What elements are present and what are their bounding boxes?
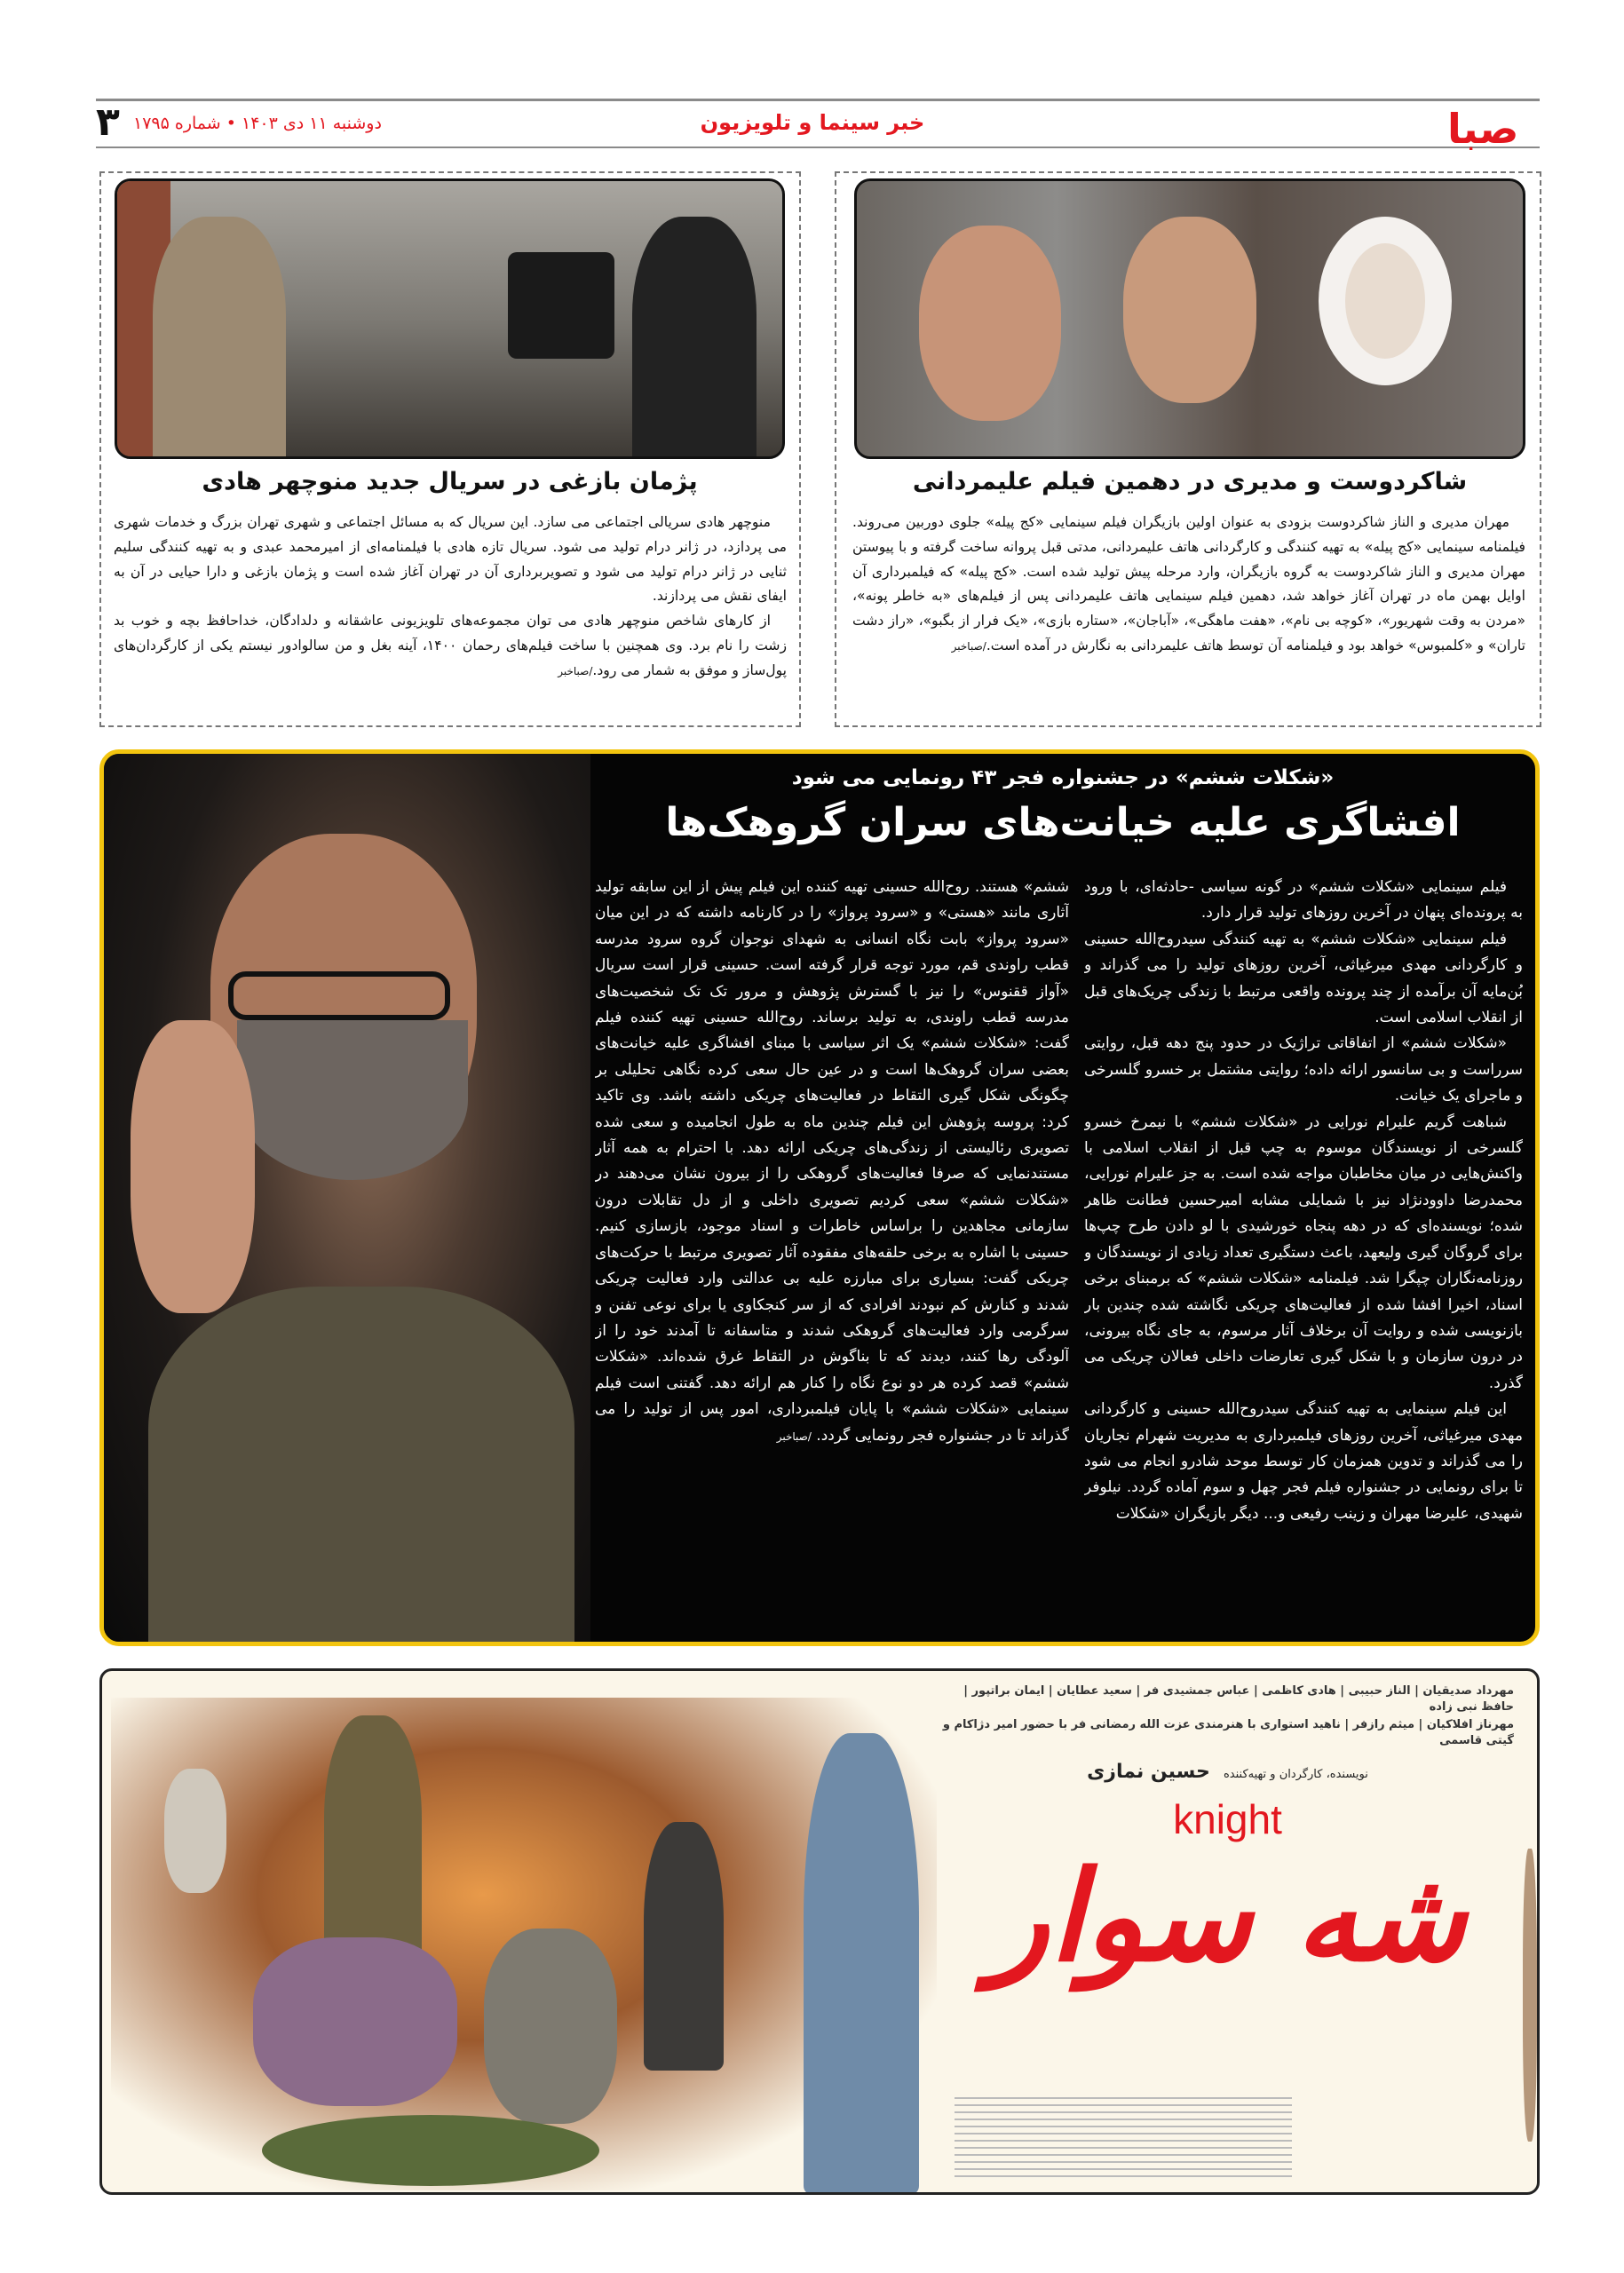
eyeglasses: [228, 971, 450, 1020]
feature-paragraph: فیلم سینمایی «شکلات ششم» در گونه سیاسی -حادثه‌ای، با ورود به پرونده‌ای پنهان در آخرین روزهای تولید قرار دارد.: [1084, 878, 1523, 923]
newspaper-logo: صبا: [1447, 105, 1519, 153]
poster-cast-line: مهرداد صدیقیان | الناز حبیبی | هادی کاظمی | عباس جمشیدی فر | سعید عطایان | ایمان براتپور | حافظ نبی زاده: [963, 1684, 1514, 1714]
character-group: [253, 1937, 457, 2106]
feature-article: [99, 749, 1540, 1646]
article-source: /صباخبر: [558, 664, 593, 677]
portrait-middle: [1123, 217, 1256, 403]
credit-name: حسین نمازی: [1087, 1761, 1210, 1783]
article-photo-actors: [854, 178, 1525, 459]
feature-column-left: [595, 875, 1069, 1636]
article-paragraph: منوچهر هادی سریالی اجتماعی می سازد. این سریال که به مسائل اجتماعی و شهری تهران بزرگ و خدمات شهری می پردازد، در ژانر درام تولید می شود. سریال تازه هادی با فیلمنامه‌ای از امیرمحمد عبدی و به تهیه کنندگی سلیم ثنایی در ژانر درام تولید می شود و تصویربرداری آن در تهران آغاز شده است و پژمان بازغی و دارا حیایی در آن به ایفای نقش می پردازند.: [114, 514, 787, 605]
dateline: دوشنبه ۱۱ دی ۱۴۰۳ • شماره ۱۷۹۵: [133, 114, 382, 133]
poster-text-stack: [941, 1683, 1514, 1993]
header-bottom-rule: [96, 147, 1540, 148]
poster-credit: [941, 1758, 1514, 1789]
character-figure: [324, 1715, 422, 1973]
poster-cast-line: مهرناز افلاکیان | میثم رازفر | ناهید استواری با هنرمندی عزت الله رمضانی فر با حضور امیر دژاکام و گیتی قاسمی: [942, 1718, 1514, 1747]
feature-headline: افشاگری علیه خیانت‌های سران گروهک‌ها: [665, 800, 1461, 845]
feature-photo-actor: [104, 754, 590, 1642]
article-paragraph-text: از کارهای شاخص منوچهر هادی می توان مجموعه‌های تلویزیونی عاشقانه و دلدادگان، خداحافظ بچه و خوب بد زشت را نام برد. وی همچنین با ساخت فیلم‌های رحمان ۱۴۰۰، آینه بغل و من سالوادور نیستم یکی از کارگردان‌های پول‌ساز و موفق به شمار می رود.: [114, 613, 787, 678]
poster-title: شه سوار: [988, 1845, 1467, 1990]
header-top-rule: [96, 99, 1540, 101]
section-title: خبر سینما و تلویزیون: [700, 110, 925, 135]
covered-body: [262, 2115, 599, 2186]
article-body: [114, 511, 787, 717]
poster-title-english: knight: [1173, 1796, 1282, 1842]
character-figure: [484, 1928, 617, 2124]
feature-source: /صباخبر: [776, 1430, 812, 1443]
portrait-hijab: [1319, 217, 1452, 385]
feature-paragraph: ششم» هستند. روح‌الله حسینی تهیه کننده این فیلم پیش از این سابقه تولید آثاری مانند «هستی» و «سرود پرواز» را در کارنامه داشته که در این میان «سرود پرواز» بابت نگاه انسانی به شهدای نوجوان گروه سرود مدرسه قطب راوندی قم، مورد توجه قرار گرفته است. حسینی قرار است سریال «آواز ققنوس» را نیز با گسترش پژوهش و مرور تک تک شخصیت‌های مدرسه قطب راوندی، به تولید برساند. روح‌الله حسینی تهیه کننده فیلم گفت: «شکلات ششم» یک اثر سیاسی با مبنای افشاگری علیه خیانت‌های بعضی سران گروهک‌ها است و در عین حال سعی کرده نگاهی تحلیلی بر چگونگی شکل گیری التقاط در فعالیت‌های چریکی داشته باشد. وی تاکید کرد: پروسه پژوهش این فیلم چندین ماه به طول انجامیده و سعی شده تصویری رئالیستی از زندگی‌های چریکی ارائه دهد. با احترام به همه آثار مستندنمایی که صرفا فعالیت‌های گروهکی را از بیرون نشان می‌دهند در «شکلات ششم» سعی کردیم تصویری داخلی و از دل تقابلات درون سازمانی مجاهدین را براساس خاطرات و اسناد موجود، بازسازی کنیم. حسینی با اشاره به برخی حلقه‌های مفقوده آثار تصویری مرتبط با حرکت‌های چریکی گفت: بسیاری برای مبارزه علیه بی عدالتی وارد فعالیت چریکی شدند و کنارش کم نبودند افرادی که از سر کنجکاوی یا برای نوعی تفنن و سرگرمی وارد فعالیت‌های گروهکی شدند و متاسفانه تا آمدند خود را از آلودگی رها کنند، دیدند که تا بناگوش در التقاط غرق شده‌اند. «شکلات ششم» قصد کرده هر دو نوع نگاه را کنار هم ارائه دهد. گفتنی است فیلم سینمایی «شکلات ششم» با پایان فیلمبرداری، امور پس از تولید را می گذراند تا در جشنواره فجر رونمایی گردد.: [595, 878, 1069, 1445]
credit-role: نویسنده، کارگردان و تهیه‌کننده: [1223, 1768, 1368, 1781]
feature-kicker: «شکلات ششم» در جشنواره فجر ۴۳ رونمایی می شود: [791, 766, 1335, 789]
feature-paragraph: فیلم سینمایی «شکلات ششم» به تهیه کنندگی سیدروح‌الله حسینی و کارگردانی مهدی میرغیاثی، آخرین روزهای تولید را می گذراند و بُن‌مایه آن برآمده از چند پرونده واقعی مرتبط با زندگی چریک‌های قبل از انقلاب اسلامی است.: [1084, 930, 1523, 1027]
page-number: ۳: [96, 99, 120, 145]
donkey-figure: [164, 1769, 226, 1893]
poster-photo-collage: [111, 1698, 937, 2190]
character-figure: [644, 1822, 724, 2071]
article-headline: شاکردوست و مدیری در دهمین فیلم علیمردانی: [912, 468, 1468, 495]
feature-paragraph: شباهت گریم علیرام نورایی در «شکلات ششم» با نیمرخ خسرو گلسرخی از نویسندگان موسوم به چپ قبل از انقلاب اسلامی با واکنش‌هایی در میان مخاطبان مواجه شده است. به جز علیرام نورایی، محمدرضا داوودنژاد نیز با شمایلی مشابه امیرحسین فطانت ظاهر شده؛ نویسنده‌ای که در دهه پنجاه خورشیدی با لو دادن طرح چپ‌ها برای گروگان گیری ولیعهد، باعث دستگیری تعداد زیادی از نویسندگان و روزنامه‌نگاران چپگرا شد. فیلمنامه «شکلات ششم» که برمبنای برخی اسناد، اخیرا افشا شده از فعالیت‌های چریکی نگاشته شده چندین بار بازنویسی شده و روایت آن برخلاف آثار مرسوم، به جای نگاه بیرونی، در درون سازمان و با شکل گیری تعارضات داخلی فعالان چریکی می گذرد.: [1084, 1113, 1523, 1392]
poster-credits-block: [955, 2097, 1292, 2177]
horse-figure: [1523, 1849, 1537, 2142]
actor-figure: [153, 217, 286, 459]
article-source: /صباخبر: [951, 639, 986, 653]
article-paragraph: مهران مدیری و الناز شاکردوست بزودی به عنوان اولین بازیگران فیلم سینمایی «کج پیله» جلوی دوربین می‌روند. فیلمنامه سینمایی «کج پیله» به تهیه کنندگی و کارگردانی هاتف علیمردانی، مدتی قبل پروانه ساخت گرفته و با پیوستن مهران مدیری و الناز شاکردوست به گروه بازیگران، وارد مرحله پیش تولید شده است. «کج پیله» که فیلمبرداری آن اوایل بهمن ماه در تهران آغاز خواهد شد، دهمین فیلم سینمایی هاتف علیمردانی پس از فیلم‌های «به خاطر پونه»، «مردن به وقت شهریور»، «کوچه بی نام»، «هفت ماهگی»، «آباجان»، «ستاره بازی»، «یک فرار از بگبو»، «راز دشت تاران» و «کلمبوس» خواهد بود و فیلمنامه آن توسط هاتف علیمردانی به نگارش در آمده است.: [852, 514, 1525, 653]
crew-figure: [632, 217, 757, 459]
feature-paragraph: این فیلم سینمایی به تهیه کنندگی سیدروح‌الله حسینی و کارگردانی مهدی میرغیاثی، آخرین روزهای فیلمبرداری به مدیریت شهرام نجاریان را می گذراند و تدوین همزمان کار توسط موحد شادرو انجام می شود تا برای رونمایی در جشنواره فیلم فجر چهل و سوم آماده گردد. نیلوفر شهیدی، علیرضا مهران و زینب رفیعی و... دیگر بازیگران «شکلات: [1084, 1400, 1523, 1523]
raised-hand: [131, 1020, 255, 1313]
feature-column-right: [1084, 875, 1523, 1636]
article-body: [852, 511, 1525, 717]
article-paragraph: [114, 609, 787, 684]
feature-paragraph: «شکلات ششم» از اتفاقاتی تراژیک در حدود پنج دهه قبل، روایتی سرراست و بی سانسور ارائه داده؛ روایتی مشتمل بر خسرو گلسرخی و ماجرای یک خیانت.: [1084, 1034, 1523, 1105]
portrait-glasses: [919, 226, 1061, 421]
camera-rig: [508, 252, 614, 359]
film-poster-ad: [99, 1668, 1540, 2195]
lead-actor-denim: [804, 1733, 919, 2195]
article-photo-film-set: [115, 178, 785, 459]
actor-beard: [237, 1020, 468, 1180]
actor-jacket: [148, 1287, 574, 1642]
article-headline: پژمان بازغی در سریال جدید منوچهر هادی: [202, 468, 698, 495]
